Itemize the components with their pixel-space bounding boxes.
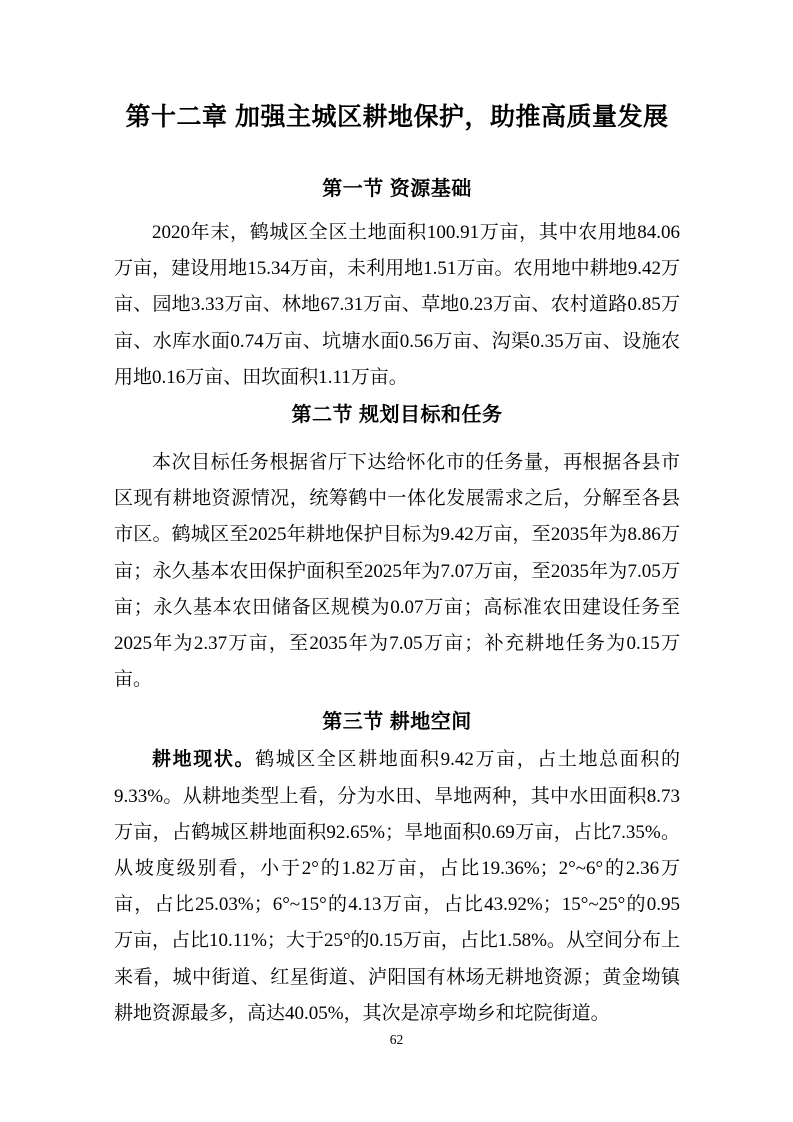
- section-1-heading: 第一节 资源基础: [322, 178, 472, 200]
- section-3-heading: 第三节 耕地空间: [322, 711, 472, 734]
- section-goals-tasks: [114, 401, 680, 698]
- section-3-text: 鹤城区全区耕地面积9.42万亩，占土地总面积的9.33%。从耕地类型上看，分为水田、旱地两种，其中水田面积8.73万亩，占鹤城区耕地面积92.65%；旱地面积0.69万亩，占比7.35%。从坡度级别看，小于2°的1.82万亩，占比19.36%；2°~6°的2.36万亩，占比25.03%；6°~15°的4.13万亩，占比43.92%；15°~25°的0.95万亩，占比10.11%；大于25°的0.15万亩，占比1.58%。从空间分布上来看，城中街道、红星街道、泸阳国有林场无耕地资源；黄金坳镇耕地资源最多，高达40.05%，其次是凉亭坳乡和坨院街道。: [114, 749, 680, 1024]
- section-resource-base: [114, 175, 680, 396]
- page-content: [114, 0, 680, 1032]
- section-2-heading: 第二节 规划目标和任务: [291, 404, 503, 427]
- chapter-title: 第十二章 加强主城区耕地保护，助推高质量发展: [125, 103, 669, 131]
- section-3-paragraph: [114, 742, 680, 1032]
- section-cultivated-land-space: [114, 708, 680, 1032]
- section-3-lead: 耕地现状。: [152, 749, 256, 771]
- section-1-text: 2020年末，鹤城区全区土地面积100.91万亩，其中农用地84.06万亩，建设用地15.34万亩，未利用地1.51万亩。农用地中耕地9.42万亩、园地3.33万亩、林地67.31万亩、草地0.23万亩、农村道路0.85万亩、水库水面0.74万亩、坑塘水面0.56万亩、沟渠0.35万亩、设施农用地0.16万亩、田坎面积1.11万亩。: [114, 222, 680, 388]
- section-2-text: 本次目标任务根据省厅下达给怀化市的任务量，再根据各县市区现有耕地资源情况，统筹鹤中一体化发展需求之后，分解至各县市区。鹤城区至2025年耕地保护目标为9.42万亩，至2035年为8.86万亩；永久基本农田保护面积至2025年为7.07万亩，至2035年为7.05万亩；永久基本农田储备区规模为0.07万亩；高标准农田建设任务至2025年为2.37万亩，至2035年为7.05万亩；补充耕地任务为0.15万亩。: [114, 452, 680, 691]
- page-number: 62: [389, 1032, 404, 1047]
- section-1-paragraph: [114, 215, 680, 396]
- section-2-paragraph: [114, 445, 680, 698]
